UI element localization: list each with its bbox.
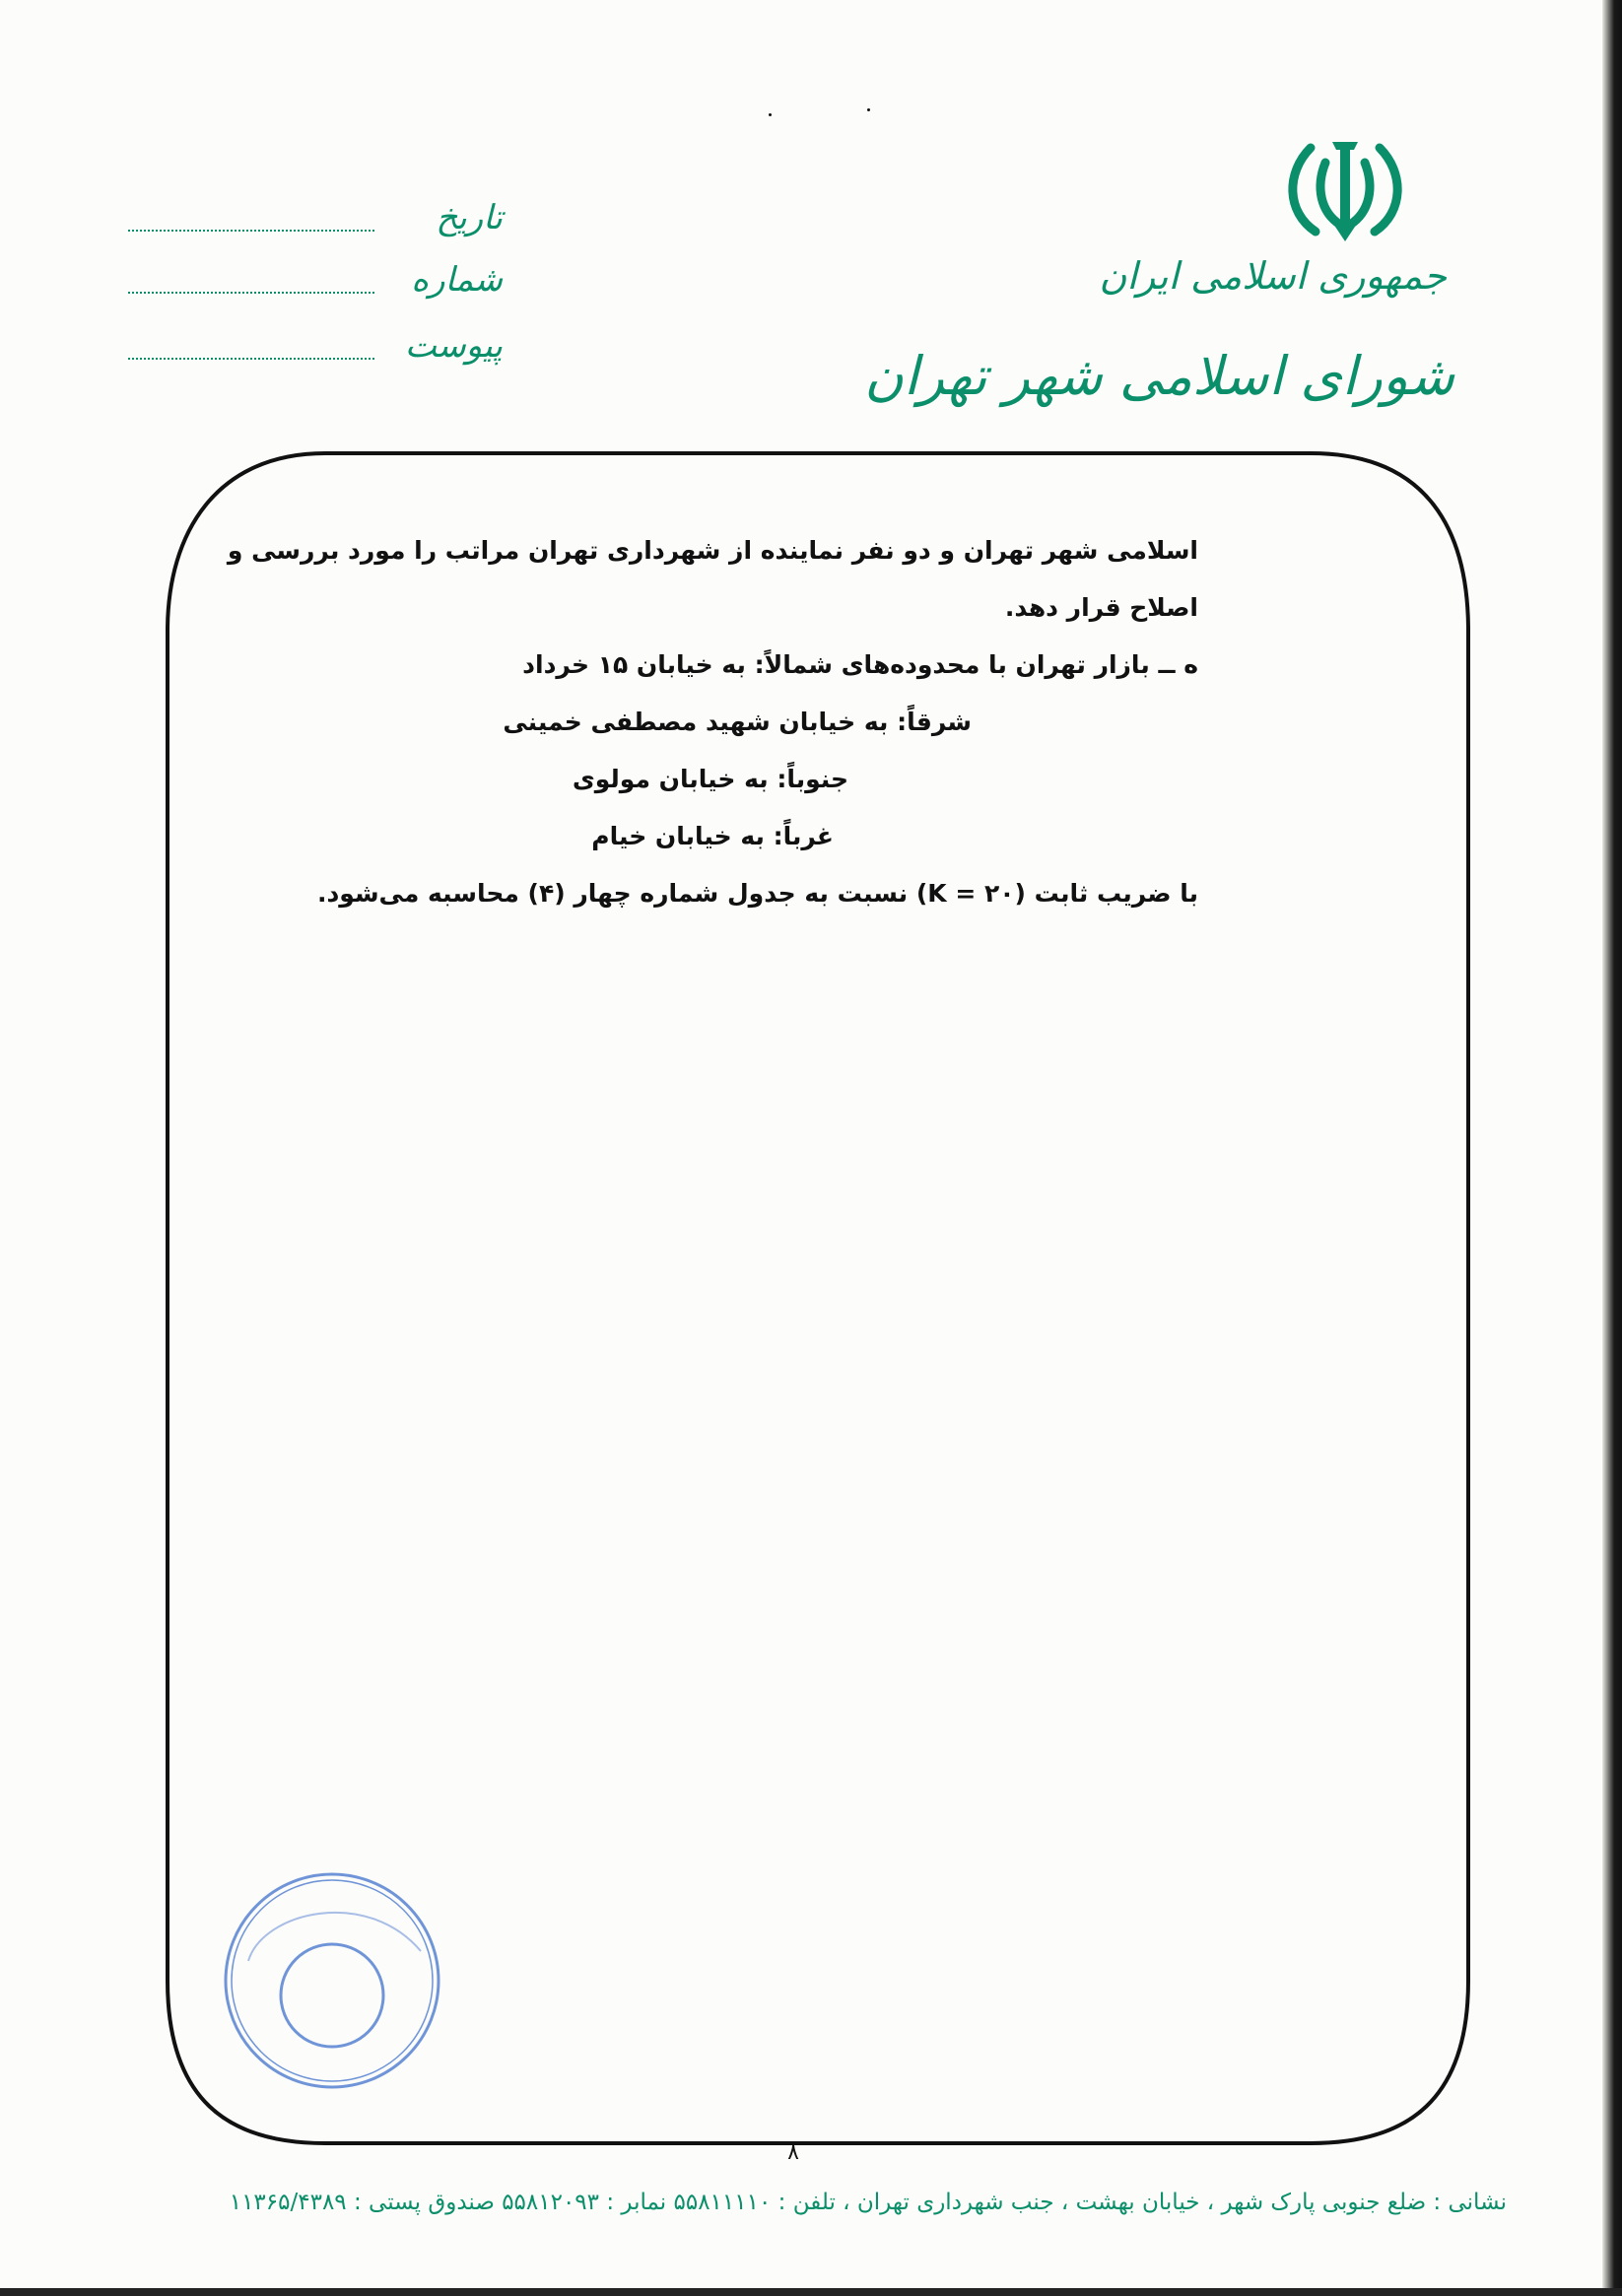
council-seal-icon <box>219 1867 445 2094</box>
item-marker: ه ــ <box>1158 650 1198 679</box>
scan-edge-bottom <box>0 2288 1622 2296</box>
iran-emblem-icon <box>1281 128 1409 246</box>
body-line: با ضریب ثابت (K = ۲۰) نسبت به جدول شماره چهار (۴) محاسبه می‌شود. <box>316 879 1198 908</box>
body-line <box>272 751 1198 808</box>
date-label: تاریخ <box>436 198 503 237</box>
body-line <box>272 694 1198 751</box>
scan-edge-right <box>1602 0 1622 2296</box>
number-field <box>128 254 503 304</box>
scan-speck <box>769 113 772 116</box>
date-dotted-line <box>128 230 374 232</box>
scan-speck <box>867 108 870 111</box>
council-name: شورای اسلامی شهر تهران <box>864 345 1454 407</box>
body-line-item <box>272 637 1198 694</box>
attachment-dotted-line <box>128 358 374 360</box>
page-number: ۸ <box>787 2140 799 2165</box>
body-line-text: بازار تهران با محدوده‌های شمالاً: به خیابان ۱۵ خرداد <box>522 650 1150 679</box>
footer-address: نشانی : ضلع جنوبی پارک شهر ، خیابان بهشت ، جنب شهرداری تهران ، تلفن : ۵۵۸۱۱۱۱۰ نمابر : ۵۵۸۱۲۰۹۳ صندوق پستی : ۱۱۳۶۵/۴۳۸۹ <box>229 2190 1507 2215</box>
attachment-field <box>128 320 503 370</box>
body-line: اسلامی شهر تهران و دو نفر نماینده از شهرداری تهران مراتب را مورد بررسی و <box>227 536 1198 565</box>
document-body <box>227 522 1198 922</box>
date-field <box>128 192 503 241</box>
number-label: شماره <box>411 260 503 300</box>
body-line <box>272 808 1198 865</box>
body-line: اصلاح قرار دهد. <box>1004 593 1198 622</box>
number-dotted-line <box>128 292 374 294</box>
body-line-text: جنوباً: به خیابان مولوی <box>572 765 848 793</box>
body-line-text: شرقاً: به خیابان شهید مصطفی خمینی <box>503 708 972 736</box>
body-line-text: غرباً: به خیابان خیام <box>591 822 834 850</box>
republic-name: جمهوری اسلامی ایران <box>1099 254 1447 298</box>
attachment-label: پیوست <box>404 326 503 366</box>
